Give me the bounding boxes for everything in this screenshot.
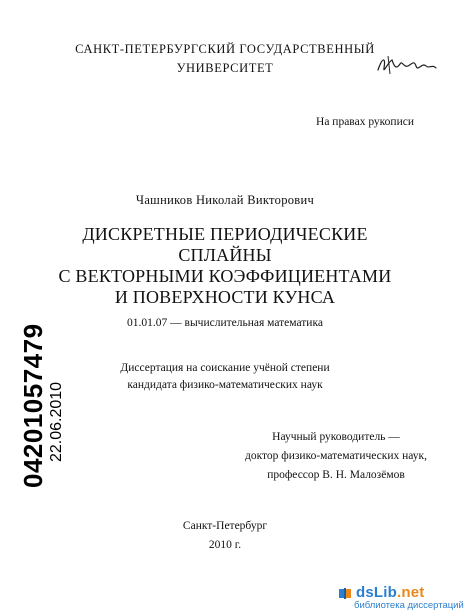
dslib-watermark xyxy=(332,584,464,612)
title-line-3: С ВЕКТОРНЫМИ КОЭФФИЦИЕНТАМИ xyxy=(58,266,392,286)
thesis-degree xyxy=(0,360,450,394)
thesis-line-2: кандидата физико-математических наук xyxy=(127,379,323,391)
watermark-subtitle: библиотека диссертаций xyxy=(354,600,464,611)
advisor-line-3: профессор В. Н. Малозёмов xyxy=(267,469,405,481)
manuscript-rights-note: На правах рукописи xyxy=(316,116,414,128)
title-line-4: И ПОВЕРХНОСТИ КУНСА xyxy=(114,287,336,307)
university-line-1: САНКТ-ПЕТЕРБУРГСКИЙ ГОСУДАРСТВЕННЫЙ xyxy=(75,42,375,56)
thesis-line-1: Диссертация на соискание учёной степени xyxy=(120,362,330,374)
library-stamp-date: 22.06.2010 xyxy=(48,381,65,462)
advisor-line-1: Научный руководитель — xyxy=(272,431,400,443)
advisor-line-2: доктор физико-математических наук, xyxy=(244,450,428,462)
thesis-title xyxy=(0,224,450,308)
year: 2010 г. xyxy=(208,539,242,551)
scientific-advisor xyxy=(226,428,446,485)
title-line-1: ДИСКРЕТНЫЕ ПЕРИОДИЧЕСКИЕ xyxy=(82,224,368,244)
city: Санкт-Петербург xyxy=(182,520,268,532)
watermark-logo-main: dsLib xyxy=(356,584,397,601)
book-icon xyxy=(338,586,352,600)
watermark-logo xyxy=(356,584,424,601)
title-line-2: СПЛАЙНЫ xyxy=(178,245,272,265)
watermark-logo-tld: .net xyxy=(397,584,425,601)
handwritten-signature xyxy=(374,52,444,80)
university-line-2: УНИВЕРСИТЕТ xyxy=(176,61,274,75)
place-and-year xyxy=(0,517,450,555)
library-stamp-number: 04201057479 xyxy=(18,323,48,488)
specialty-code: 01.01.07 — вычислительная математика xyxy=(127,317,323,329)
author-name: Чашников Николай Викторович xyxy=(135,193,315,207)
